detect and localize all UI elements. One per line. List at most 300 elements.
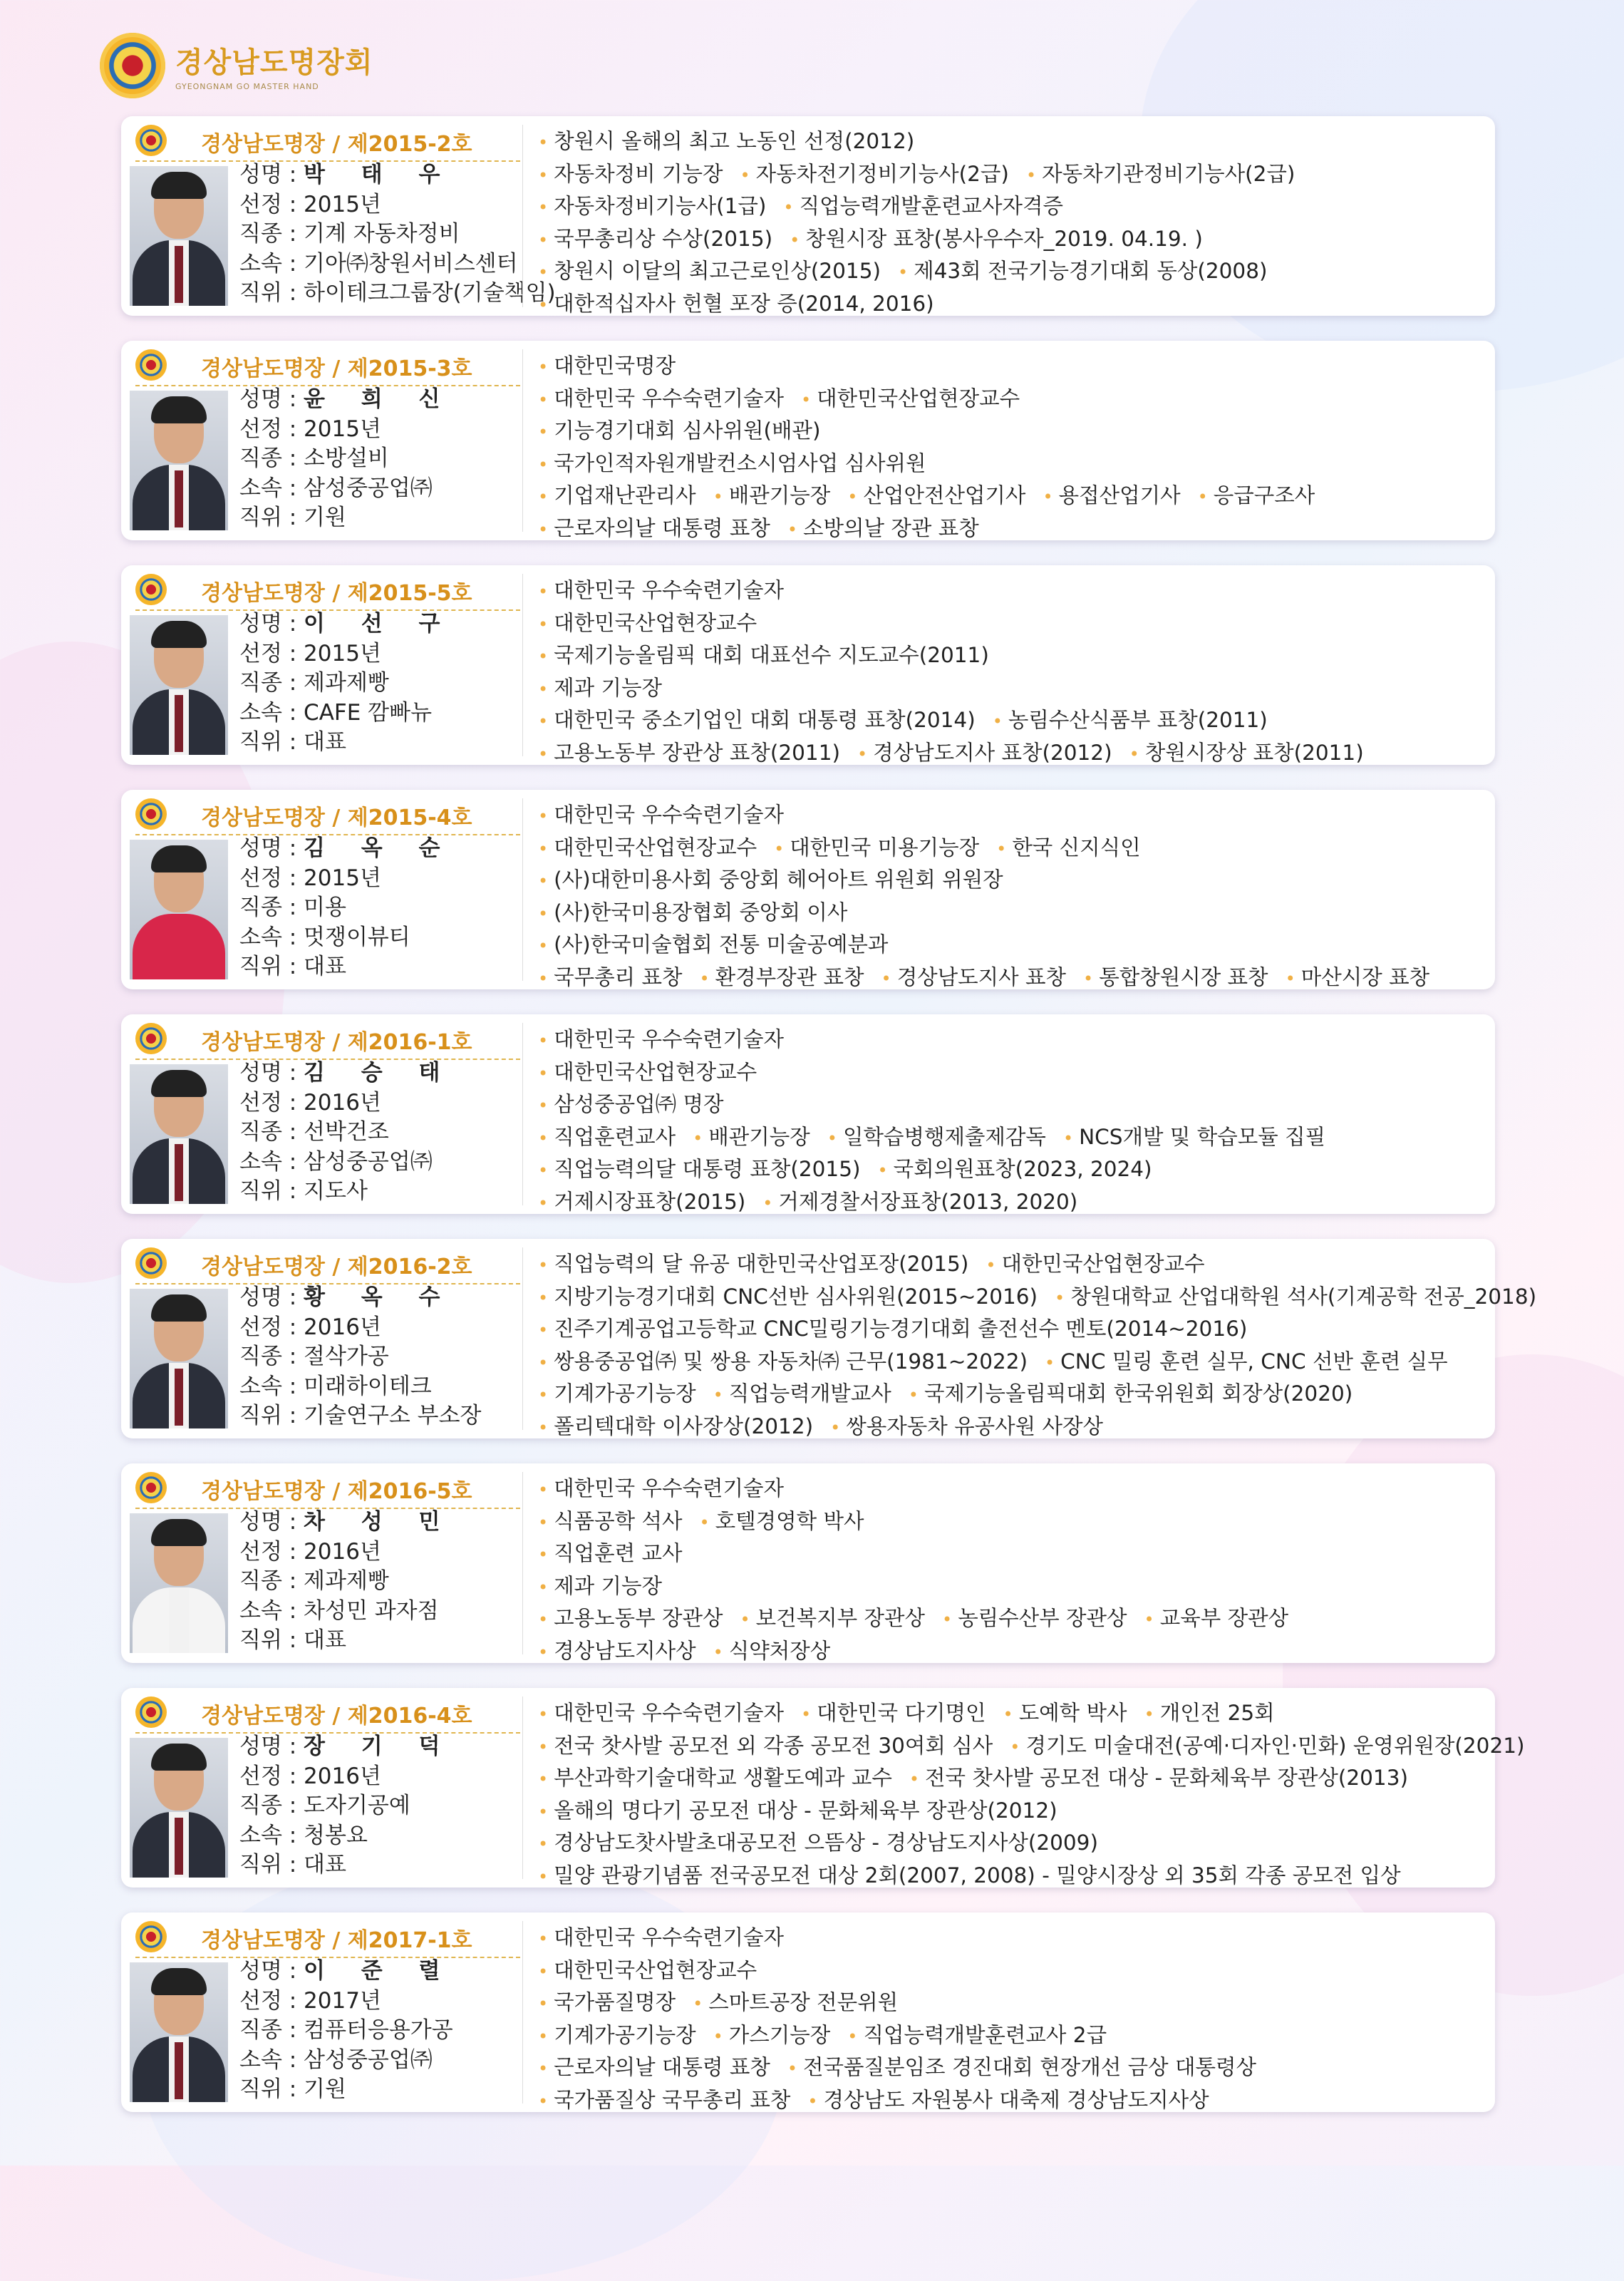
achievement-item: • 교육부 장관상 — [1144, 1606, 1289, 1630]
profile-label: 선정 : — [239, 1538, 304, 1565]
achievement-line — [538, 191, 1486, 224]
profile-info — [239, 1732, 524, 1880]
achievement-item: • 개인전 25회 — [1144, 1701, 1275, 1725]
profile-label: 직위 : — [239, 1852, 304, 1878]
achievement-line — [538, 126, 1486, 159]
achievement-line — [538, 1282, 1537, 1314]
profile-row-org — [239, 474, 524, 504]
profile-row-name — [239, 1732, 524, 1762]
achievement-line — [538, 1089, 1486, 1122]
profile-row-position — [239, 1401, 524, 1431]
achievement-item: • 전국 찻사발 공모전 외 각종 공모전 30여회 심사 — [538, 1734, 993, 1758]
achievement-line — [538, 1636, 1486, 1669]
profile-value-field: 제과제빵 — [304, 670, 389, 696]
achievement-line — [538, 351, 1486, 383]
profile-label: 소속 : — [239, 1373, 304, 1399]
achievement-item: • 경기도 미술대전(공예·디자인·민화) 운영위원장(2021) — [1010, 1734, 1524, 1758]
achievement-item: • (사)한국미용장협회 중앙회 이사 — [538, 900, 847, 925]
achievement-item: • 대한민국산업현장교수 — [538, 1958, 757, 1982]
achievement-item: • 자동차정비기능사(1급) — [538, 194, 766, 218]
card-title: 경상남도명장 / 제2017-1호 — [201, 1928, 472, 1953]
achievement-item: • 창원대학교 산업대학원 석사(기계공학 전공_2018) — [1055, 1284, 1536, 1309]
profile-value-org: CAFE 깜빠뉴 — [304, 699, 433, 726]
achievement-item: • 국제기능올림픽 대회 대표선수 지도교수(2011) — [538, 643, 989, 667]
achievement-item: • 경상남도지사상 — [538, 1639, 696, 1663]
profile-value-year: 2016년 — [304, 1314, 381, 1340]
achievement-item: • 근로자의날 대통령 표창 — [538, 2055, 770, 2079]
profile-info — [239, 385, 524, 533]
profile-label: 직종 : — [239, 1344, 304, 1369]
profile-row-year — [239, 1088, 524, 1118]
profile-label: 직위 : — [239, 1403, 304, 1428]
achievement-item: • 제과 기능장 — [538, 676, 662, 700]
profile-label: 성명 : — [239, 1958, 304, 1984]
profile-value-org: 삼성중공업㈜ — [304, 475, 433, 501]
portrait-photo — [130, 615, 228, 755]
profile-label: 소속 : — [239, 699, 304, 726]
achievement-item: • 전국 찻사발 공모전 대상 - 문화체육부 장관상(2013) — [909, 1766, 1408, 1790]
profile-row-year — [239, 1762, 524, 1792]
emblem-icon — [135, 1472, 167, 1503]
profile-info — [239, 609, 524, 758]
achievement-item: • 대한민국 우수숙련기술자 — [538, 1925, 784, 1950]
achievement-line — [538, 1506, 1486, 1539]
profile-row-year — [239, 639, 524, 669]
profile-value-field: 제과제빵 — [304, 1568, 389, 1594]
portrait-hair — [151, 845, 207, 872]
profile-value-year: 2015년 — [304, 191, 381, 217]
profile-label: 선정 : — [239, 1987, 304, 2014]
achievement-line — [538, 833, 1486, 865]
achievement-line — [538, 800, 1486, 833]
profile-value-year: 2017년 — [304, 1987, 381, 2014]
achievement-line — [538, 1024, 1486, 1057]
column-divider — [522, 574, 523, 756]
achievement-item: • 마산시장 표창 — [1286, 965, 1430, 989]
achievement-item: • 경상남도찻사발초대공모전 으뜸상 - 경상남도지사상(2009) — [538, 1831, 1098, 1855]
achievement-item: • 산업안전산업기사 — [847, 483, 1025, 508]
profile-value-field: 절삭가공 — [304, 1344, 389, 1369]
profile-row-position — [239, 728, 524, 758]
achievement-item: • 직업능력개발훈련교사 2급 — [847, 2023, 1107, 2047]
achievement-item: • 일학습병행제출제감독 — [827, 1125, 1046, 1149]
profile-label: 성명 : — [239, 1060, 304, 1086]
achievement-item: • 창원시장상 표창(2011) — [1129, 741, 1364, 765]
profile-label: 성명 : — [239, 835, 304, 861]
achievement-item: • 국가품질상 국무총리 표창 — [538, 2088, 790, 2112]
profile-row-name — [239, 609, 524, 639]
achievement-line — [538, 1187, 1486, 1220]
achievement-item: • 자동차정비 기능장 — [538, 162, 723, 186]
profile-label: 직종 : — [239, 670, 304, 696]
master-card — [121, 1239, 1537, 1438]
profile-row-position — [239, 2075, 524, 2105]
profile-label: 소속 : — [239, 1822, 304, 1848]
achievement-item: • 한국 신지식인 — [996, 835, 1141, 860]
profile-row-field — [239, 220, 524, 249]
profile-value-field: 미용 — [304, 895, 346, 920]
achievement-item: • 도예학 박사 — [1003, 1701, 1127, 1725]
achievement-item: • 제과 기능장 — [538, 1574, 662, 1598]
achievement-item: • 경상남도 자원봉사 대축제 경상남도지사상 — [807, 2088, 1209, 2112]
achievement-item: • 직업능력개발훈련교사자격증 — [783, 194, 1063, 218]
achievement-line — [538, 705, 1486, 738]
profile-info — [239, 1957, 524, 2105]
profile-value-name: 김 승 태 — [304, 1060, 455, 1086]
portrait-photo — [130, 1513, 228, 1653]
profile-label: 선정 : — [239, 1763, 304, 1789]
profile-label: 소속 : — [239, 2046, 304, 2073]
achievement-list — [538, 1922, 1486, 2117]
achievement-item: • 소방의날 장관 표창 — [787, 516, 979, 540]
master-card — [121, 116, 1495, 316]
achievement-line — [538, 930, 1486, 962]
master-card — [121, 341, 1495, 540]
profile-label: 소속 : — [239, 1597, 304, 1624]
achievement-item: • 경상남도지사 표창 — [881, 965, 1067, 989]
profile-value-org: 미래하이테크 — [304, 1373, 432, 1399]
emblem-icon — [135, 798, 167, 830]
emblem-icon — [135, 1696, 167, 1728]
profile-value-position: 하이테크그룹장(기술책임) — [304, 280, 556, 306]
page-header — [100, 30, 373, 101]
achievement-item: • 부산과학기술대학교 생활도예과 교수 — [538, 1766, 892, 1790]
profile-value-name: 황 옥 수 — [304, 1284, 455, 1310]
achievement-line — [538, 224, 1486, 257]
achievement-line — [538, 1314, 1486, 1347]
profile-value-position: 대표 — [304, 1627, 346, 1653]
profile-label: 직위 : — [239, 280, 304, 306]
portrait-tie — [175, 1144, 183, 1201]
column-divider — [522, 1472, 523, 1654]
achievement-item: • 쌍용자동차 유공사원 사장상 — [830, 1414, 1103, 1438]
achievement-item: • 식품공학 석사 — [538, 1509, 683, 1533]
achievement-item: • 국무총리 표창 — [538, 965, 683, 989]
achievement-item: • 배관기능장 — [713, 483, 831, 508]
achievement-item: • 근로자의날 대통령 표창 — [538, 516, 770, 540]
achievement-list — [538, 1473, 1486, 1668]
card-title: 경상남도명장 / 제2016-1호 — [201, 1030, 472, 1055]
achievement-line — [538, 608, 1486, 641]
achievement-item: • 국가품질명장 — [538, 1990, 676, 2014]
profile-label: 직종 : — [239, 1793, 304, 1818]
achievement-item: • 국무총리상 수상(2015) — [538, 227, 772, 251]
profile-value-field: 소방설비 — [304, 446, 389, 471]
achievement-item: • CNC 밀링 훈련 실무, CNC 선반 훈련 실무 — [1045, 1349, 1448, 1374]
portrait-hair — [151, 396, 207, 423]
achievement-item: • 가스기능장 — [713, 2023, 831, 2047]
profile-row-org — [239, 249, 524, 279]
portrait-photo — [130, 840, 228, 979]
profile-label: 소속 : — [239, 475, 304, 501]
profile-value-field: 도자기공예 — [304, 1793, 410, 1818]
profile-label: 선정 : — [239, 191, 304, 217]
emblem-icon — [100, 33, 165, 98]
achievement-line — [538, 1731, 1525, 1763]
achievement-item: • 올해의 명다기 공모전 대상 - 문화체육부 장관상(2012) — [538, 1798, 1057, 1823]
portrait-photo — [130, 1962, 228, 2102]
profile-info — [239, 1283, 524, 1431]
achievement-item: • 대한민국 우수숙련기술자 — [538, 1027, 784, 1051]
profile-value-year: 2016년 — [304, 1538, 381, 1565]
achievement-list — [538, 575, 1486, 770]
achievement-line — [538, 1538, 1486, 1571]
achievement-item: • 대한민국 우수숙련기술자 — [538, 1476, 784, 1500]
column-divider — [522, 1247, 523, 1430]
master-card — [121, 1688, 1525, 1888]
portrait-photo — [130, 1289, 228, 1428]
profile-value-year: 2015년 — [304, 416, 381, 442]
profile-row-year — [239, 864, 524, 894]
profile-label: 성명 : — [239, 386, 304, 412]
profile-label: 직위 : — [239, 1178, 304, 1204]
profile-value-org: 멋쟁이뷰티 — [304, 924, 410, 950]
profile-value-year: 2016년 — [304, 1763, 381, 1789]
achievement-item: • 제43회 전국기능경기대회 동상(2008) — [898, 259, 1268, 283]
achievement-item: • 대한민국산업현장교수 — [538, 835, 757, 860]
profile-row-year — [239, 415, 524, 445]
profile-value-position: 대표 — [304, 954, 346, 979]
column-divider — [522, 125, 523, 307]
column-divider — [522, 349, 523, 532]
profile-row-position — [239, 1177, 524, 1207]
profile-row-position — [239, 1850, 524, 1880]
emblem-icon — [135, 125, 167, 156]
profile-value-field: 선박건조 — [304, 1119, 389, 1145]
achievement-item: • NCS개발 및 학습모듈 집필 — [1063, 1125, 1325, 1149]
profile-row-field — [239, 1118, 524, 1148]
achievement-line — [538, 897, 1486, 930]
portrait-hair — [151, 1744, 207, 1771]
achievement-line — [538, 1379, 1486, 1411]
profile-row-position — [239, 279, 556, 309]
achievement-list — [538, 1698, 1525, 1893]
column-divider — [522, 1696, 523, 1879]
achievement-item: • (사)대한미용사회 중앙회 헤어아트 위원회 위원장 — [538, 867, 1003, 892]
portrait-hair — [151, 1519, 207, 1546]
portrait-photo — [130, 391, 228, 530]
card-title: 경상남도명장 / 제2015-2호 — [201, 132, 472, 157]
master-card — [121, 790, 1495, 989]
achievement-line — [538, 962, 1486, 995]
emblem-icon — [135, 1023, 167, 1054]
achievement-line — [538, 513, 1486, 546]
profile-row-name — [239, 1059, 524, 1088]
achievement-line — [538, 416, 1486, 448]
master-card — [121, 1463, 1495, 1663]
achievement-line — [538, 289, 1486, 321]
achievement-item: • 국가인적자원개발컨소시엄사업 심사위원 — [538, 451, 926, 475]
column-divider — [522, 1023, 523, 1205]
portrait-tie — [175, 246, 183, 303]
achievement-item: • 창원시 이달의 최고근로인상(2015) — [538, 259, 881, 283]
achievement-item: • 쌍용중공업㈜ 및 쌍용 자동차㈜ 근무(1981~2022) — [538, 1349, 1028, 1374]
portrait-hair — [151, 621, 207, 648]
achievement-item: • 기계가공기능장 — [538, 1381, 696, 1406]
portrait-photo — [130, 1738, 228, 1878]
profile-row-org — [239, 1148, 524, 1178]
profile-row-name — [239, 1283, 524, 1313]
achievement-item: • 통합창원시장 표창 — [1083, 965, 1268, 989]
profile-label: 직위 : — [239, 729, 304, 755]
achievement-item: • 거제시장표창(2015) — [538, 1190, 745, 1214]
achievement-item: • 대한민국산업현장교수 — [538, 1060, 757, 1084]
achievement-line — [538, 2085, 1486, 2118]
achievement-item: • 보건복지부 장관상 — [740, 1606, 926, 1630]
achievement-line — [538, 1796, 1486, 1828]
profile-value-org: 차성민 과자점 — [304, 1597, 439, 1624]
profile-row-year — [239, 1987, 524, 2017]
achievement-item: • 대한민국 미용기능장 — [774, 835, 979, 860]
profile-value-org: 삼성중공업㈜ — [304, 2046, 433, 2073]
profile-value-name: 윤 희 신 — [304, 386, 455, 412]
portrait-shirt — [169, 1587, 189, 1653]
achievement-item: • 창원시 올해의 최고 노동인 선정(2012) — [538, 129, 914, 153]
profile-info — [239, 160, 556, 309]
card-title: 경상남도명장 / 제2015-4호 — [201, 805, 472, 830]
profile-value-name: 장 기 덕 — [304, 1734, 455, 1759]
achievement-line — [538, 1828, 1486, 1860]
profile-row-name — [239, 834, 524, 864]
profile-label: 직위 : — [239, 954, 304, 979]
achievement-item: • 대한민국 다기명인 — [801, 1701, 986, 1725]
achievement-item: • 환경부장관 표창 — [700, 965, 864, 989]
achievement-item: • 대한민국 우수숙련기술자 — [538, 803, 784, 827]
achievement-line — [538, 1122, 1486, 1155]
profile-row-org — [239, 923, 524, 953]
profile-row-field — [239, 1791, 524, 1821]
profile-row-position — [239, 952, 524, 982]
logo-text — [175, 40, 373, 91]
profile-row-field — [239, 893, 524, 923]
portrait-tie — [175, 1369, 183, 1426]
profile-label: 소속 : — [239, 1148, 304, 1175]
profile-label: 성명 : — [239, 1284, 304, 1310]
portrait-hair — [151, 1968, 207, 1995]
achievement-item: • 고용노동부 장관상 — [538, 1606, 723, 1630]
achievement-line — [538, 1860, 1486, 1893]
portrait-tie — [175, 1818, 183, 1875]
profile-row-org — [239, 1597, 524, 1627]
emblem-icon — [135, 349, 167, 381]
achievement-list — [538, 351, 1486, 545]
achievement-item: • 대한민국 우수숙련기술자 — [538, 578, 784, 602]
page-subtitle: GYEONGNAM GO MASTER HAND — [175, 82, 319, 91]
achievement-item: • 대한민국 중소기업인 대회 대통령 표창(2014) — [538, 708, 976, 732]
profile-label: 직종 : — [239, 1568, 304, 1594]
emblem-icon — [135, 574, 167, 605]
achievement-item: • 대한민국 우수숙련기술자 — [538, 1701, 784, 1725]
profile-row-org — [239, 699, 524, 728]
achievement-item: • 응급구조사 — [1198, 483, 1315, 508]
profile-value-org: 청봉요 — [304, 1822, 368, 1848]
achievement-line — [538, 383, 1486, 416]
achievement-line — [538, 1057, 1486, 1090]
achievement-item: • 농림수산식품부 표창(2011) — [993, 708, 1268, 732]
achievement-item: • 전국품질분임조 경진대회 현장개선 금상 대통령상 — [787, 2055, 1256, 2079]
profile-value-name: 김 옥 순 — [304, 835, 455, 861]
profile-row-position — [239, 503, 524, 533]
profile-row-name — [239, 1957, 524, 1987]
achievement-item: • 대한민국 우수숙련기술자 — [538, 386, 784, 411]
profile-row-field — [239, 2016, 524, 2046]
profile-label: 소속 : — [239, 924, 304, 950]
profile-row-org — [239, 1372, 524, 1402]
profile-value-name: 박 태 우 — [304, 162, 455, 187]
achievement-item: • 지방기능경기대회 CNC선반 심사위원(2015~2016) — [538, 1284, 1038, 1309]
profile-value-year: 2015년 — [304, 865, 381, 891]
achievement-line — [538, 1411, 1486, 1444]
master-card — [121, 565, 1495, 765]
achievement-item: • 기계가공기능장 — [538, 2023, 696, 2047]
card-title: 경상남도명장 / 제2016-4호 — [201, 1704, 472, 1729]
profile-row-field — [239, 1342, 524, 1372]
achievement-item: • 대한민국산업현장교수 — [801, 386, 1020, 411]
achievement-item: • 경상남도지사 표창(2012) — [857, 741, 1112, 765]
achievement-list — [538, 1249, 1537, 1443]
achievement-line — [538, 2020, 1486, 2053]
achievement-item: • 고용노동부 장관상 표창(2011) — [538, 741, 840, 765]
achievement-item: • 직업훈련교사 — [538, 1125, 676, 1149]
emblem-icon — [135, 1247, 167, 1279]
achievement-line — [538, 2052, 1486, 2085]
achievement-list — [538, 800, 1486, 994]
profile-row-name — [239, 160, 524, 190]
card-title: 경상남도명장 / 제2015-3호 — [201, 356, 472, 381]
achievement-line — [538, 575, 1486, 608]
profile-row-field — [239, 444, 524, 474]
achievement-line — [538, 448, 1486, 481]
achievement-item: • 대한적십자사 헌혈 포장 증(2014, 2016) — [538, 292, 934, 316]
profile-label: 선정 : — [239, 416, 304, 442]
profile-label: 직종 : — [239, 2017, 304, 2043]
profile-value-position: 지도사 — [304, 1178, 368, 1204]
page-title: 경상남도명장회 — [175, 46, 373, 79]
profile-label: 성명 : — [239, 1509, 304, 1535]
achievement-line — [538, 1955, 1486, 1988]
profile-value-name: 차 성 민 — [304, 1509, 455, 1535]
achievement-item: • 국회의원표창(2023, 2024) — [877, 1157, 1152, 1181]
profile-label: 직종 : — [239, 221, 304, 247]
portrait-hair — [151, 172, 207, 199]
profile-row-field — [239, 669, 524, 699]
profile-label: 선정 : — [239, 1089, 304, 1116]
achievement-line — [538, 1987, 1486, 2020]
portrait-photo — [130, 1064, 228, 1204]
profile-row-year — [239, 1538, 524, 1567]
profile-label: 직위 : — [239, 2076, 304, 2102]
master-card — [121, 1912, 1495, 2112]
achievement-line — [538, 738, 1486, 771]
achievement-line — [538, 1571, 1486, 1604]
master-card — [121, 1014, 1495, 1214]
profile-value-position: 기원 — [304, 2076, 346, 2102]
achievement-line — [538, 1347, 1486, 1379]
profile-value-name: 이 준 렬 — [304, 1958, 455, 1984]
achievement-line — [538, 640, 1486, 673]
achievement-line — [538, 673, 1486, 706]
achievement-line — [538, 1154, 1486, 1187]
achievement-item: • 직업훈련 교사 — [538, 1541, 683, 1565]
achievement-line — [538, 1473, 1486, 1506]
achievement-item: • 농림수산부 장관상 — [942, 1606, 1127, 1630]
profile-info — [239, 834, 524, 982]
achievement-line — [538, 1249, 1486, 1282]
profile-label: 선정 : — [239, 865, 304, 891]
achievement-line — [538, 256, 1486, 289]
achievement-item: • 폴리텍대학 이사장상(2012) — [538, 1414, 813, 1438]
profile-info — [239, 1508, 524, 1656]
